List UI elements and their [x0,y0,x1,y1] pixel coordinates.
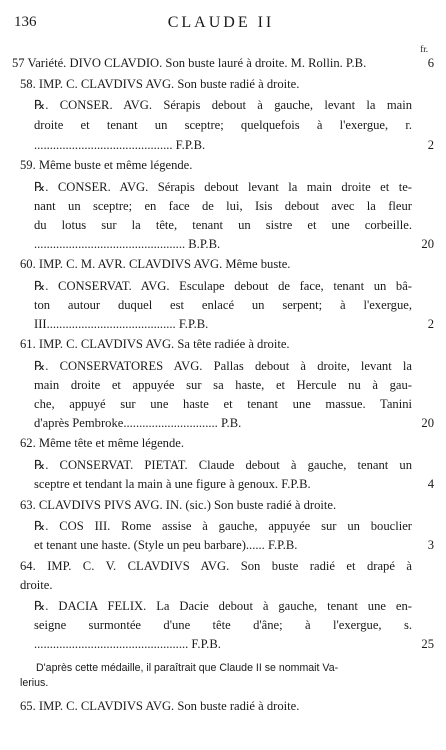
page-header [14,14,428,54]
entry-58-rarity: 2 [427,138,434,152]
entry-62-line-3: sceptre et tendant la main à une figure à genoux. F.P.B. [34,477,311,491]
entry-59-line-3: nant un sceptre; en face de lui, Isis debout avec la fleur [34,199,412,213]
entry-58-line-2: ℞. CONSER. AVG. Sérapis debout à gauche, levant la main [34,98,412,112]
entry-59-rarity: 20 [421,237,434,251]
entry-58-line-1: 58. IMP. C. CLAVDIVS AVG. Son buste radié à droite. [20,77,300,91]
entry-61-line-1: 61. IMP. C. CLAVDIVS AVG. Sa tête radiée à droite. [20,337,290,351]
entry-64-rarity: 25 [421,637,434,651]
entry-62-rarity: 4 [427,477,434,491]
entry-63-rarity: 3 [427,538,434,552]
entry-64-line-5: ................................................. F.P.B. [34,637,221,651]
entry-61-line-4: che, appuyé sur une haste et tenant une massue. Tanini [34,397,412,411]
footnote-line-1: D'après cette médaille, il paraîtrait que Claude II se nommait Va- [36,662,339,674]
entry-64-line-3: ℞. DACIA FELIX. La Dacie debout à gauche, tenant une en- [34,599,412,613]
entry-64-line-1: 64. IMP. C. V. CLAVDIVS AVG. Son buste radié et drapé à [20,559,412,573]
entry-65-line-1: 65. IMP. C. CLAVDIVS AVG. Son buste radié à droite. [20,699,300,713]
entry-59-line-5: ................................................ B.P.B. [34,237,221,251]
entry-60-line-1: 60. IMP. C. M. AVR. CLAVDIVS AVG. Même buste. [20,257,291,271]
entry-61-rarity: 20 [421,416,434,430]
entry-62-line-1: 62. Même tête et même légende. [20,436,185,450]
entry-59-line-1: 59. Même buste et même légende. [20,158,193,172]
entry-58-line-3: droite et tenant un sceptre; quelquefois à l'exergue, r. [34,118,412,132]
entry-64-line-4: seigne surmontée d'une tête d'âne; à l'exergue, s. [34,618,412,632]
entry-63-line-2: ℞. COS III. Rome assise à gauche, appuyée sur un bouclier [34,519,412,533]
entry-59-line-4: du lotus sur la tête, tenant un sistre et une corbeille. [34,218,412,232]
entry-60-line-3: ton autour duquel est enlacé un serpent; à l'exergue, [34,298,412,312]
corner-mark: fr. [420,44,428,54]
entry-60-rarity: 2 [427,317,434,331]
page-number: 136 [14,14,37,30]
entry-60-line-4: III......................................... F.P.B. [34,317,209,331]
running-title: CLAUDE II [167,14,275,31]
entry-57-line-1: 57 Variété. DIVO CLAVDIO. Son buste lauré à droite. M. Rollin. P.B. [12,56,367,70]
entry-61-line-3: main droite et appuyée sur sa haste, et Hercule nu à gau- [34,378,412,392]
entry-58-line-4: ............................................ F.P.B. [34,138,206,152]
footnote-line-2: lerius. [20,677,49,689]
entry-57-rarity: 6 [427,56,434,70]
entry-63-line-3: et tenant une haste. (Style un peu barbare)...... F.P.B. [34,538,298,552]
entry-64-line-2: droite. [20,578,53,592]
entry-61-line-5: d'après Pembroke.............................. P.B. [34,416,242,430]
entry-59-line-2: ℞. CONSER. AVG. Sérapis debout levant la main droite et te- [34,180,412,194]
entry-62-line-2: ℞. CONSERVAT. PIETAT. Claude debout à gauche, tenant un [34,458,412,472]
entry-60-line-2: ℞. CONSERVAT. AVG. Esculape debout de face, tenant un bâ- [34,279,412,293]
entry-61-line-2: ℞. CONSERVATORES AVG. Pallas debout à droite, levant la [34,359,412,373]
entry-63-line-1: 63. CLAVDIVS PIVS AVG. IN. (sic.) Son buste radié à droite. [20,498,337,512]
